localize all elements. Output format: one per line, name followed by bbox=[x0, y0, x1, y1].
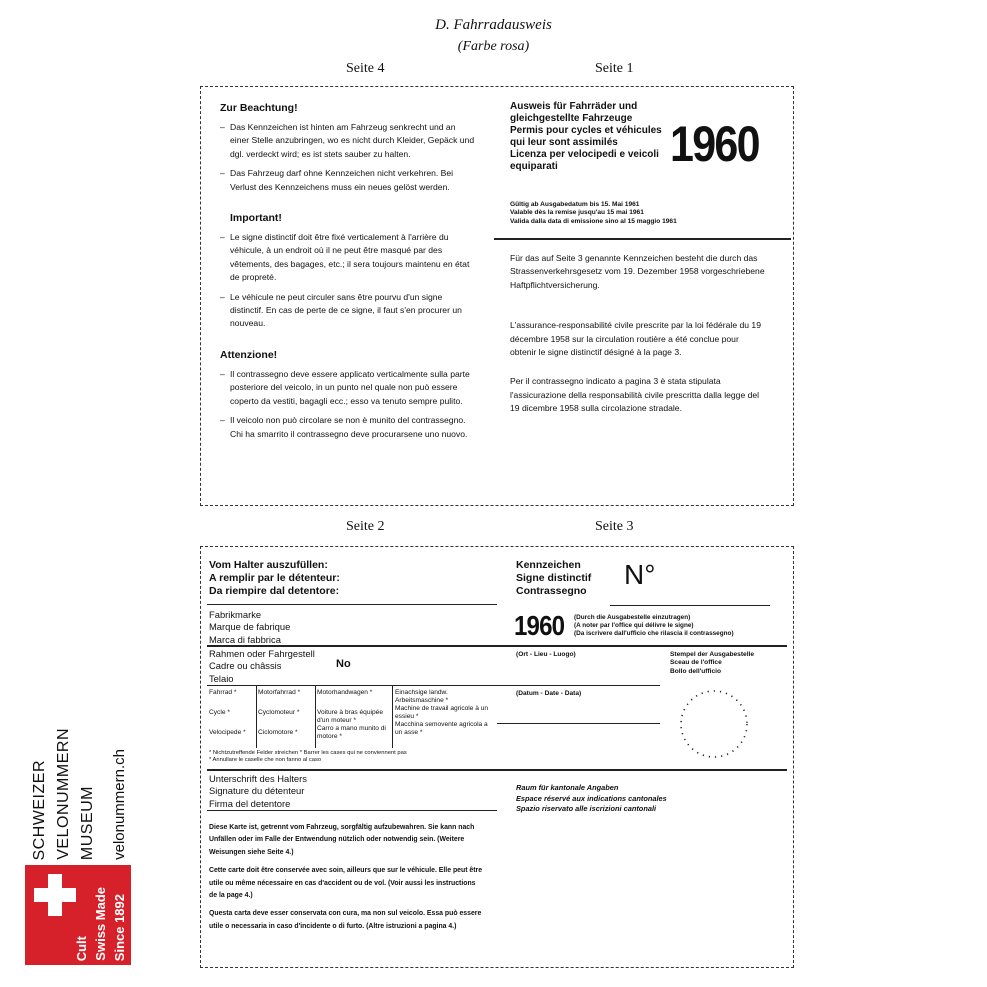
list-item: – Il contrassegno deve essere applicato verticalmente sulla parte posteriore del veicolo, in un punto nel quale non può essere coperto da vestiti, bagagli ecc.; esso va tenuto sempre pulito. bbox=[220, 368, 470, 406]
make-label: Fabrikmarke Marque de fabrique Marca di fabbrica bbox=[209, 609, 291, 645]
page-label-3: Seite 3 bbox=[595, 519, 634, 534]
frame-number-label: No bbox=[336, 658, 351, 670]
stamp-label: Stempel der Ausgabestelle Sceau de l'office Bollo dell'ufficio bbox=[670, 651, 755, 675]
logo-tag-1: Cult bbox=[74, 935, 89, 961]
type-col-1: Fahrrad * Cycle * Velocipede * bbox=[209, 689, 246, 736]
divider bbox=[207, 810, 497, 811]
fr-list bbox=[220, 231, 476, 331]
divider bbox=[207, 604, 497, 605]
list-item: – Das Kennzeichen ist hinten am Fahrzeug senkrecht und an einer Stelle anzubringen, wo es nicht durch Kleider, Gepäck und dgl. verdeckt wird; es ist stets sauber zu halten. bbox=[220, 122, 475, 159]
plate-number-label: N° bbox=[624, 559, 656, 590]
document-title: D. Fahrradausweis bbox=[435, 17, 552, 33]
seite1-title bbox=[510, 101, 670, 173]
logo-tag-2: Swiss Made bbox=[93, 887, 108, 961]
museum-logo-text bbox=[25, 700, 132, 860]
logo-line-2: VELONUMMERN bbox=[55, 728, 72, 860]
date-label: (Datum - Date - Data) bbox=[516, 690, 582, 697]
insurance-it: Per il contrassegno indicato a pagina 3 è stata stipulata l'assicurazione della responsabilità civile prescritta dalla legge del 19 dicembre 1958 sulla circolazione stradale. bbox=[510, 376, 760, 414]
year-large: 1960 bbox=[670, 116, 759, 172]
grid-line bbox=[392, 686, 393, 748]
issuer-note: (Durch die Ausgabestelle einzutragen) (A noter par l'office qui délivre le signe) (Da iscrivere dall'ufficio che rilascia il contrassegno) bbox=[574, 614, 734, 637]
list-item: – Le signe distinctif doit être fixé verticalement à l'arrière du véhicule, à un endroit où il ne peut être masqué par des vêtements, des bagages, etc.; il sera toujours maintenu en état de propreté. bbox=[220, 232, 470, 283]
keep-de: Diese Karte ist, getrennt vom Fahrzeug, sorgfältig aufzubewahren. Sie kann nach Unfällen oder im Falle der Entwendung nützlich oder notwendig sein. (Weitere Weisungen siehe Seite 4.) bbox=[209, 824, 475, 856]
page-label-2: Seite 2 bbox=[346, 519, 385, 534]
page-label-1: Seite 1 bbox=[595, 61, 634, 76]
insurance-de: Für das auf Seite 3 genannte Kennzeichen besteht die durch das Strassenverkehrsgesetz vom 19. Dezember 1958 vorgeschriebene Haftpflichtversicherung. bbox=[510, 253, 765, 290]
logo-tag-3: Since 1892 bbox=[112, 893, 127, 961]
validity: Gültig ab Ausgabedatum bis 15. Mai 1961 Valable dès la remise jusqu'au 15 mai 1961 Valida dalla data di emissione sino al 15 maggio 1961 bbox=[510, 201, 677, 225]
divider bbox=[494, 238, 791, 240]
title-it: Licenza per velocipedi e veicoli equiparati bbox=[510, 149, 659, 172]
cantonal-space: Raum für kantonale Angaben Espace réservé aux indications cantonales Spazio riservato alle iscrizioni cantonali bbox=[516, 783, 667, 813]
fr-heading: Important! bbox=[230, 212, 282, 225]
divider bbox=[207, 685, 497, 686]
year-issue: 1960 bbox=[514, 610, 565, 641]
stamp-circle bbox=[676, 686, 752, 762]
title-fr: Permis pour cycles et véhicules qui leur sont assimilés bbox=[510, 125, 662, 148]
museum-logo-badge bbox=[25, 865, 131, 965]
keep-it: Questa carta deve esser conservata con cura, ma non sul veicolo. Essa può essere utile o necessaria in caso d'incidente o di furto. (Altre istruzioni a pagina 4.) bbox=[209, 910, 482, 930]
place-label: (Ort - Lieu - Luogo) bbox=[516, 651, 576, 658]
it-list bbox=[220, 368, 476, 441]
de-heading: Zur Beachtung! bbox=[220, 102, 298, 114]
fill-by-holder: Vom Halter auszufüllen: A remplir par le détenteur: Da riempire dal detentore: bbox=[209, 559, 340, 597]
plate-label: Kennzeichen Signe distinctif Contrassegno bbox=[516, 559, 592, 597]
seite4-panel bbox=[220, 102, 476, 441]
place-line bbox=[497, 685, 660, 686]
frame-label: Rahmen oder Fahrgestell Cadre ou châssis Telaio bbox=[209, 648, 315, 684]
type-col-2: Motorfahrrad * Cyclomoteur * Ciclomotore * bbox=[258, 689, 301, 736]
list-item: – Il veicolo non può circolare se non è munito del contrassegno. Chi ha smarrito il contrassegno deve procurarsene uno nuovo. bbox=[220, 415, 468, 439]
type-col-3: Motorhandwagen * Voiture à bras équipée d'un moteur * Carro a mano munito di motore * bbox=[317, 689, 386, 740]
swiss-cross-icon bbox=[29, 869, 81, 921]
date-line bbox=[497, 723, 660, 724]
logo-line-1: SCHWEIZER bbox=[31, 759, 48, 860]
logo-url: velonummern.ch bbox=[111, 749, 128, 860]
footnote: * Nichtzutreffende Felder streichen * Barrer les cases qui ne conviennent pas * Annullare le caselle che non fanno al caso bbox=[209, 750, 407, 763]
insurance-fr: L'assurance-responsabilité civile prescrite par la loi fédérale du 19 décembre 1958 sur la circulation routière a été conclue pour obtenir le signe distinctif désigné à la page 3. bbox=[510, 320, 761, 358]
keep-fr: Cette carte doit être conservée avec soin, ailleurs que sur le véhicule. Elle peut être utile ou même nécessaire en cas d'accident ou de vol. (Voir aussi les instructions de la page 4.) bbox=[209, 867, 483, 900]
insurance-text bbox=[510, 252, 766, 416]
list-item: – Das Fahrzeug darf ohne Kennzeichen nicht verkehren. Bei Verlust des Kennzeichens muss ein neues gelöst werden. bbox=[220, 168, 454, 192]
it-heading: Attenzione! bbox=[220, 348, 278, 361]
keep-card-text bbox=[209, 822, 485, 933]
title-de: Ausweis für Fahrräder und gleichgestellte Fahrzeuge bbox=[510, 101, 638, 124]
plate-number-line bbox=[610, 605, 770, 606]
type-col-4: Einachsige landw. Arbeitsmaschine * Machine de travail agricole à un essieu * Macchina semovente agricola a un asse * bbox=[395, 689, 489, 736]
divider bbox=[207, 645, 787, 647]
list-item: – Le véhicule ne peut circuler sans être pourvu d'un signe distinctif. En cas de perte de ce signe, il faut s'en procurer un nouveau. bbox=[220, 291, 462, 329]
page-label-4: Seite 4 bbox=[346, 61, 385, 76]
de-list bbox=[220, 121, 476, 194]
signature-label: Unterschrift des Halters Signature du détenteur Firma del detentore bbox=[209, 773, 307, 809]
grid-line bbox=[256, 686, 257, 748]
grid-line bbox=[315, 686, 316, 748]
divider bbox=[207, 769, 787, 771]
document-subtitle: (Farbe rosa) bbox=[457, 39, 530, 54]
logo-line-3: MUSEUM bbox=[79, 785, 96, 860]
